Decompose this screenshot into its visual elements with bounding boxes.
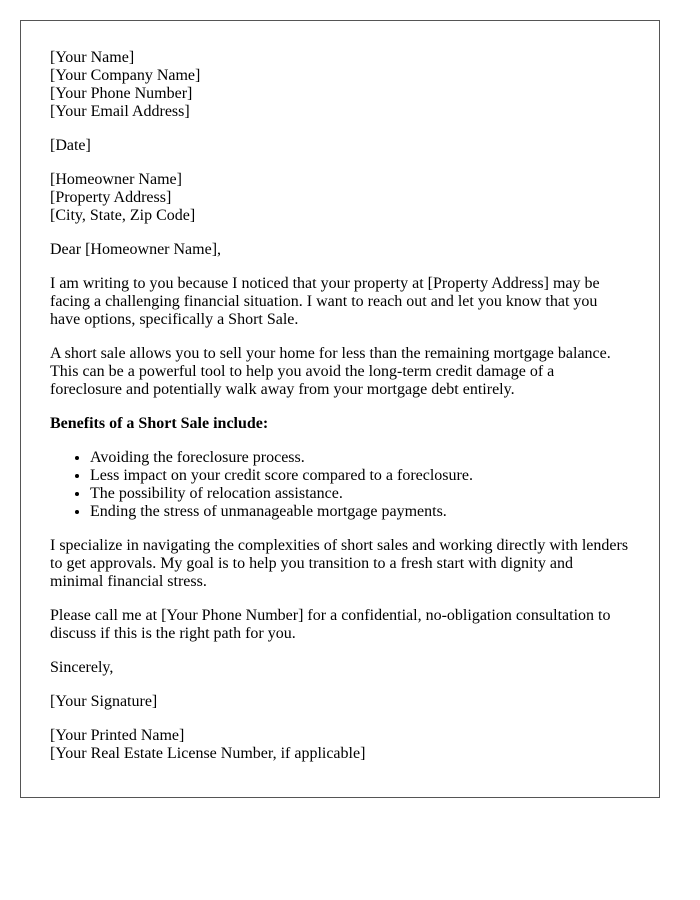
call-to-action-paragraph: Please call me at [Your Phone Number] for a confidential, no-obligation consultation to discuss if this is the right path for you. bbox=[50, 607, 611, 642]
printed-name: [Your Printed Name] bbox=[50, 727, 185, 744]
valediction: Sincerely, bbox=[50, 659, 114, 676]
recipient-name: [Homeowner Name] bbox=[50, 171, 182, 188]
sender-email: [Your Email Address] bbox=[50, 103, 190, 120]
sender-block bbox=[50, 49, 630, 121]
benefit-item: • Avoiding the foreclosure process. bbox=[90, 449, 630, 467]
sender-company: [Your Company Name] bbox=[50, 67, 201, 84]
intro-paragraph: I am writing to you because I noticed that your property at [Property Address] may be facing a challenging financial situation. I want to reach out and let you know that you have options, specifically a Short Sale. bbox=[50, 275, 600, 328]
recipient-city-state-zip: [City, State, Zip Code] bbox=[50, 207, 196, 224]
closing-block bbox=[50, 727, 630, 763]
recipient-block bbox=[50, 171, 630, 225]
benefit-item: • Less impact on your credit score compared to a foreclosure. bbox=[90, 467, 630, 485]
explanation-paragraph: A short sale allows you to sell your home for less than the remaining mortgage balance. This can be a powerful tool to help you avoid the long-term credit damage of a foreclosure and potentially walk away from your mortgage debt entirely. bbox=[50, 345, 611, 398]
letter-page bbox=[20, 20, 660, 798]
date-block bbox=[50, 137, 630, 155]
sender-name: [Your Name] bbox=[50, 49, 135, 66]
salutation: Dear [Homeowner Name], bbox=[50, 241, 222, 258]
benefit-item: • The possibility of relocation assistance. bbox=[90, 485, 630, 503]
sender-phone: [Your Phone Number] bbox=[50, 85, 193, 102]
signature-placeholder: [Your Signature] bbox=[50, 693, 158, 710]
specialization-paragraph: I specialize in navigating the complexities of short sales and working directly with lenders to get approvals. My goal is to help you transition to a fresh start with dignity and minimal financial stress. bbox=[50, 537, 629, 590]
letter-date: [Date] bbox=[50, 137, 91, 154]
benefit-item: • Ending the stress of unmanageable mortgage payments. bbox=[90, 503, 630, 521]
recipient-address: [Property Address] bbox=[50, 189, 172, 206]
benefits-list bbox=[50, 449, 630, 521]
benefits-heading: Benefits of a Short Sale include: bbox=[50, 415, 269, 432]
license-number: [Your Real Estate License Number, if applicable] bbox=[50, 745, 366, 762]
